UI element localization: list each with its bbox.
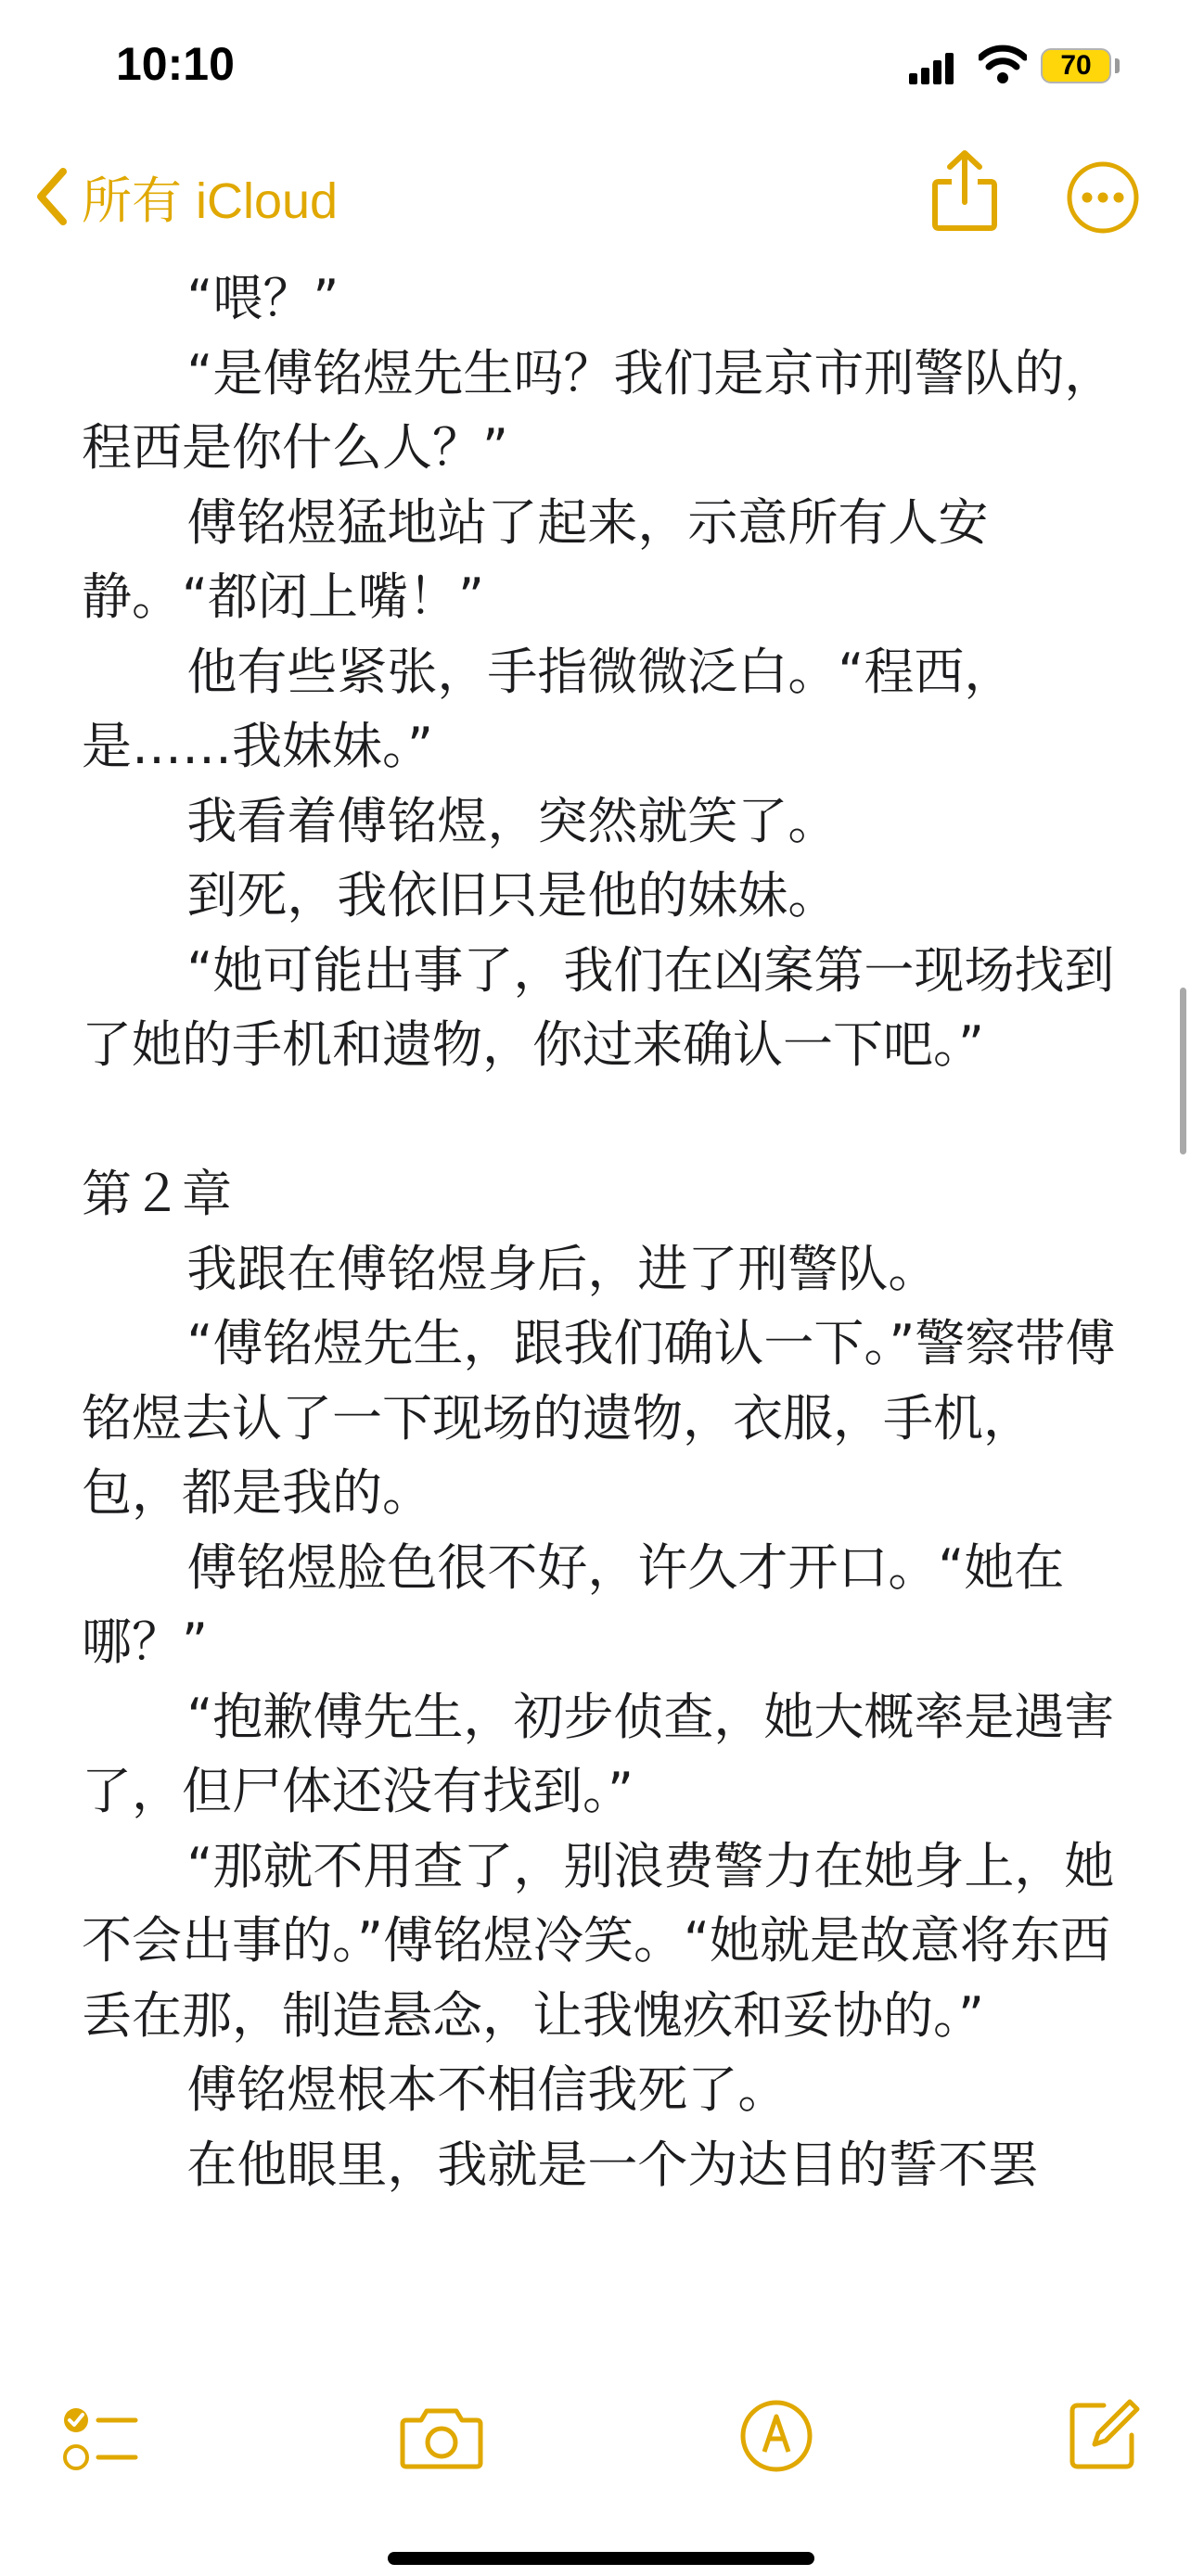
compose-icon (1067, 2396, 1143, 2472)
chevron-left-icon (33, 166, 70, 227)
nav-bar (0, 139, 1191, 250)
note-body[interactable] (82, 261, 1121, 2202)
camera-icon (399, 2404, 484, 2470)
note-paragraph: 我跟在傅铭煜身后，进了刑警队。 (186, 1239, 939, 1298)
compose-button[interactable] (1067, 2396, 1143, 2476)
scrollbar[interactable] (1180, 988, 1186, 1154)
more-icon (1065, 159, 1141, 236)
status-bar (0, 0, 1191, 139)
battery-level: 70 (1060, 50, 1092, 81)
note-paragraph: “她可能出事了，我们在凶案第一现场找到了她的手机和遗物，你过来确认一下吧。” (82, 940, 1115, 1074)
note-paragraph: 在他眼里，我就是一个为达目的誓不罢 (186, 2135, 1039, 2194)
note-paragraph: 傅铭煜猛地站了起来，示意所有人安静。“都闭上嘴！” (82, 492, 989, 626)
battery-icon (1041, 48, 1111, 83)
share-button[interactable] (929, 148, 1000, 237)
checklist-button[interactable] (61, 2402, 139, 2480)
share-icon (929, 148, 1000, 234)
note-paragraph: “喂？” (186, 269, 339, 327)
back-label: 所有 iCloud (82, 172, 339, 229)
markup-button[interactable] (738, 2398, 814, 2478)
note-paragraph: “那就不用查了，别浪费警力在她身上，她不会出事的。”傅铭煜冷笑。“她就是故意将东西丢在那，制造悬念，让我愧疚和妥协的。” (82, 1836, 1115, 2045)
cellular-signal-icon (909, 51, 955, 84)
markup-icon (738, 2398, 814, 2474)
camera-button[interactable] (399, 2404, 484, 2474)
home-indicator[interactable] (388, 2552, 814, 2565)
note-paragraph: “是傅铭煜先生吗？我们是京市刑警队的，程西是你什么人？” (82, 343, 1115, 477)
checklist-icon (61, 2402, 139, 2476)
bottom-toolbar (0, 2355, 1191, 2576)
note-paragraph: 傅铭煜根本不相信我死了。 (186, 2060, 788, 2119)
battery-tip (1115, 58, 1120, 73)
note-paragraph: 我看着傅铭煜，突然就笑了。 (186, 791, 839, 850)
back-button[interactable] (33, 159, 338, 234)
more-button[interactable] (1065, 159, 1141, 239)
note-paragraph: 傅铭煜脸色很不好，许久才开口。“她在哪？” (82, 1537, 1065, 1671)
wifi-icon (979, 45, 1027, 83)
chapter-title: 第２章 (82, 1165, 232, 1223)
note-paragraph: 到死，我依旧只是他的妹妹。 (186, 866, 839, 925)
status-time: 10:10 (116, 38, 235, 90)
note-paragraph: “傅铭煜先生，跟我们确认一下。”警察带傅铭煜去认了一下现场的遗物，衣服，手机，包，都是我的。 (82, 1314, 1116, 1522)
blank-line (82, 1083, 1121, 1158)
note-paragraph: 他有些紧张，手指微微泛白。“程西，是……我妹妹。” (82, 642, 1015, 775)
note-paragraph: “抱歉傅先生，初步侦查，她大概率是遇害了，但尸体还没有找到。” (82, 1687, 1115, 1820)
